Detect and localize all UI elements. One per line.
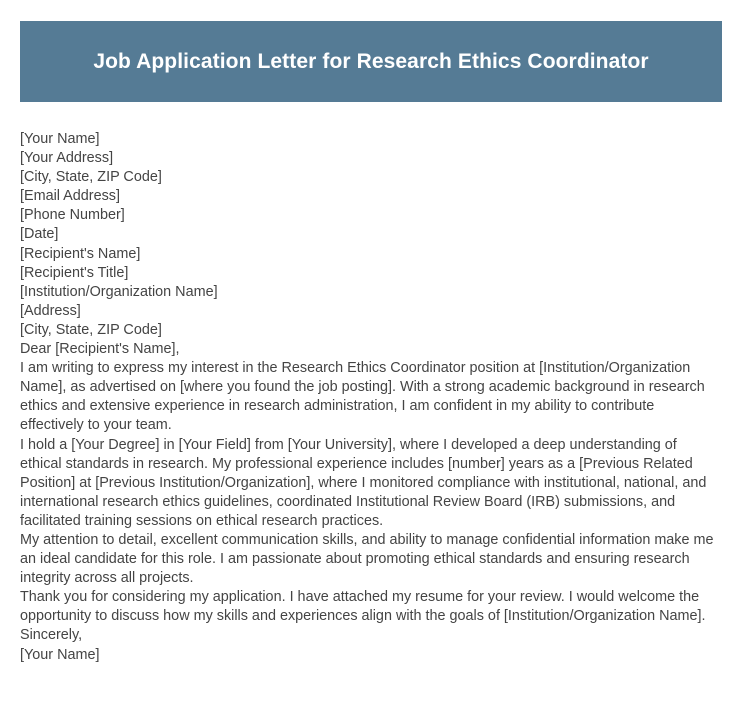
letter-signature: [Your Name] — [20, 646, 100, 663]
letter-salutation: Dear [Recipient's Name], — [20, 341, 180, 358]
letter-line: [City, State, ZIP Code] — [20, 169, 162, 186]
page-title: Job Application Letter for Research Ethics Coordinator — [93, 49, 649, 73]
letter-line: [Institution/Organization Name] — [20, 283, 218, 300]
document-header-banner — [20, 21, 722, 102]
letter-line: [Email Address] — [20, 188, 120, 205]
letter-closing: Sincerely, — [20, 627, 83, 644]
letter-paragraph: My attention to detail, excellent communication skills, and ability to manage confidential information make me an ideal candidate for this role. I am passionate about promoting ethical standards and ensuring research integrity across all projects. — [20, 531, 714, 587]
letter-body — [20, 130, 722, 665]
letter-line: [Recipient's Title] — [20, 264, 129, 281]
letter-paragraph: Thank you for considering my application. I have attached my resume for your review. I would welcome the opportunity to discuss how my skills and experiences align with the goals of [Institution/Organization Name]. — [20, 589, 706, 625]
letter-line: [Your Name] — [20, 131, 100, 147]
letter-line: [Phone Number] — [20, 207, 125, 224]
letter-line: [Address] — [20, 302, 81, 319]
letter-line: [City, State, ZIP Code] — [20, 321, 162, 338]
letter-paragraph: I hold a [Your Degree] in [Your Field] from [Your University], where I developed a deep understanding of ethical standards in research. My professional experience includes [number] years as a [Previous Related Position] at [Previous Institution/Organization], where I monitored compliance with institutional, national, and international research ethics guidelines, coordinated Institutional Review Board (IRB) submissions, and facilitated training sessions on ethical research practices. — [20, 436, 707, 529]
letter-line: [Your Address] — [20, 150, 114, 167]
letter-paragraph: I am writing to express my interest in the Research Ethics Coordinator position at [Institution/Organization Name], as advertised on [where you found the job posting]. With a strong academic background in research ethics and extensive experience in research administration, I am confident in my ability to contribute effectively to your team. — [20, 360, 705, 434]
letter-line: [Date] — [20, 226, 59, 243]
letter-line: [Recipient's Name] — [20, 245, 141, 262]
